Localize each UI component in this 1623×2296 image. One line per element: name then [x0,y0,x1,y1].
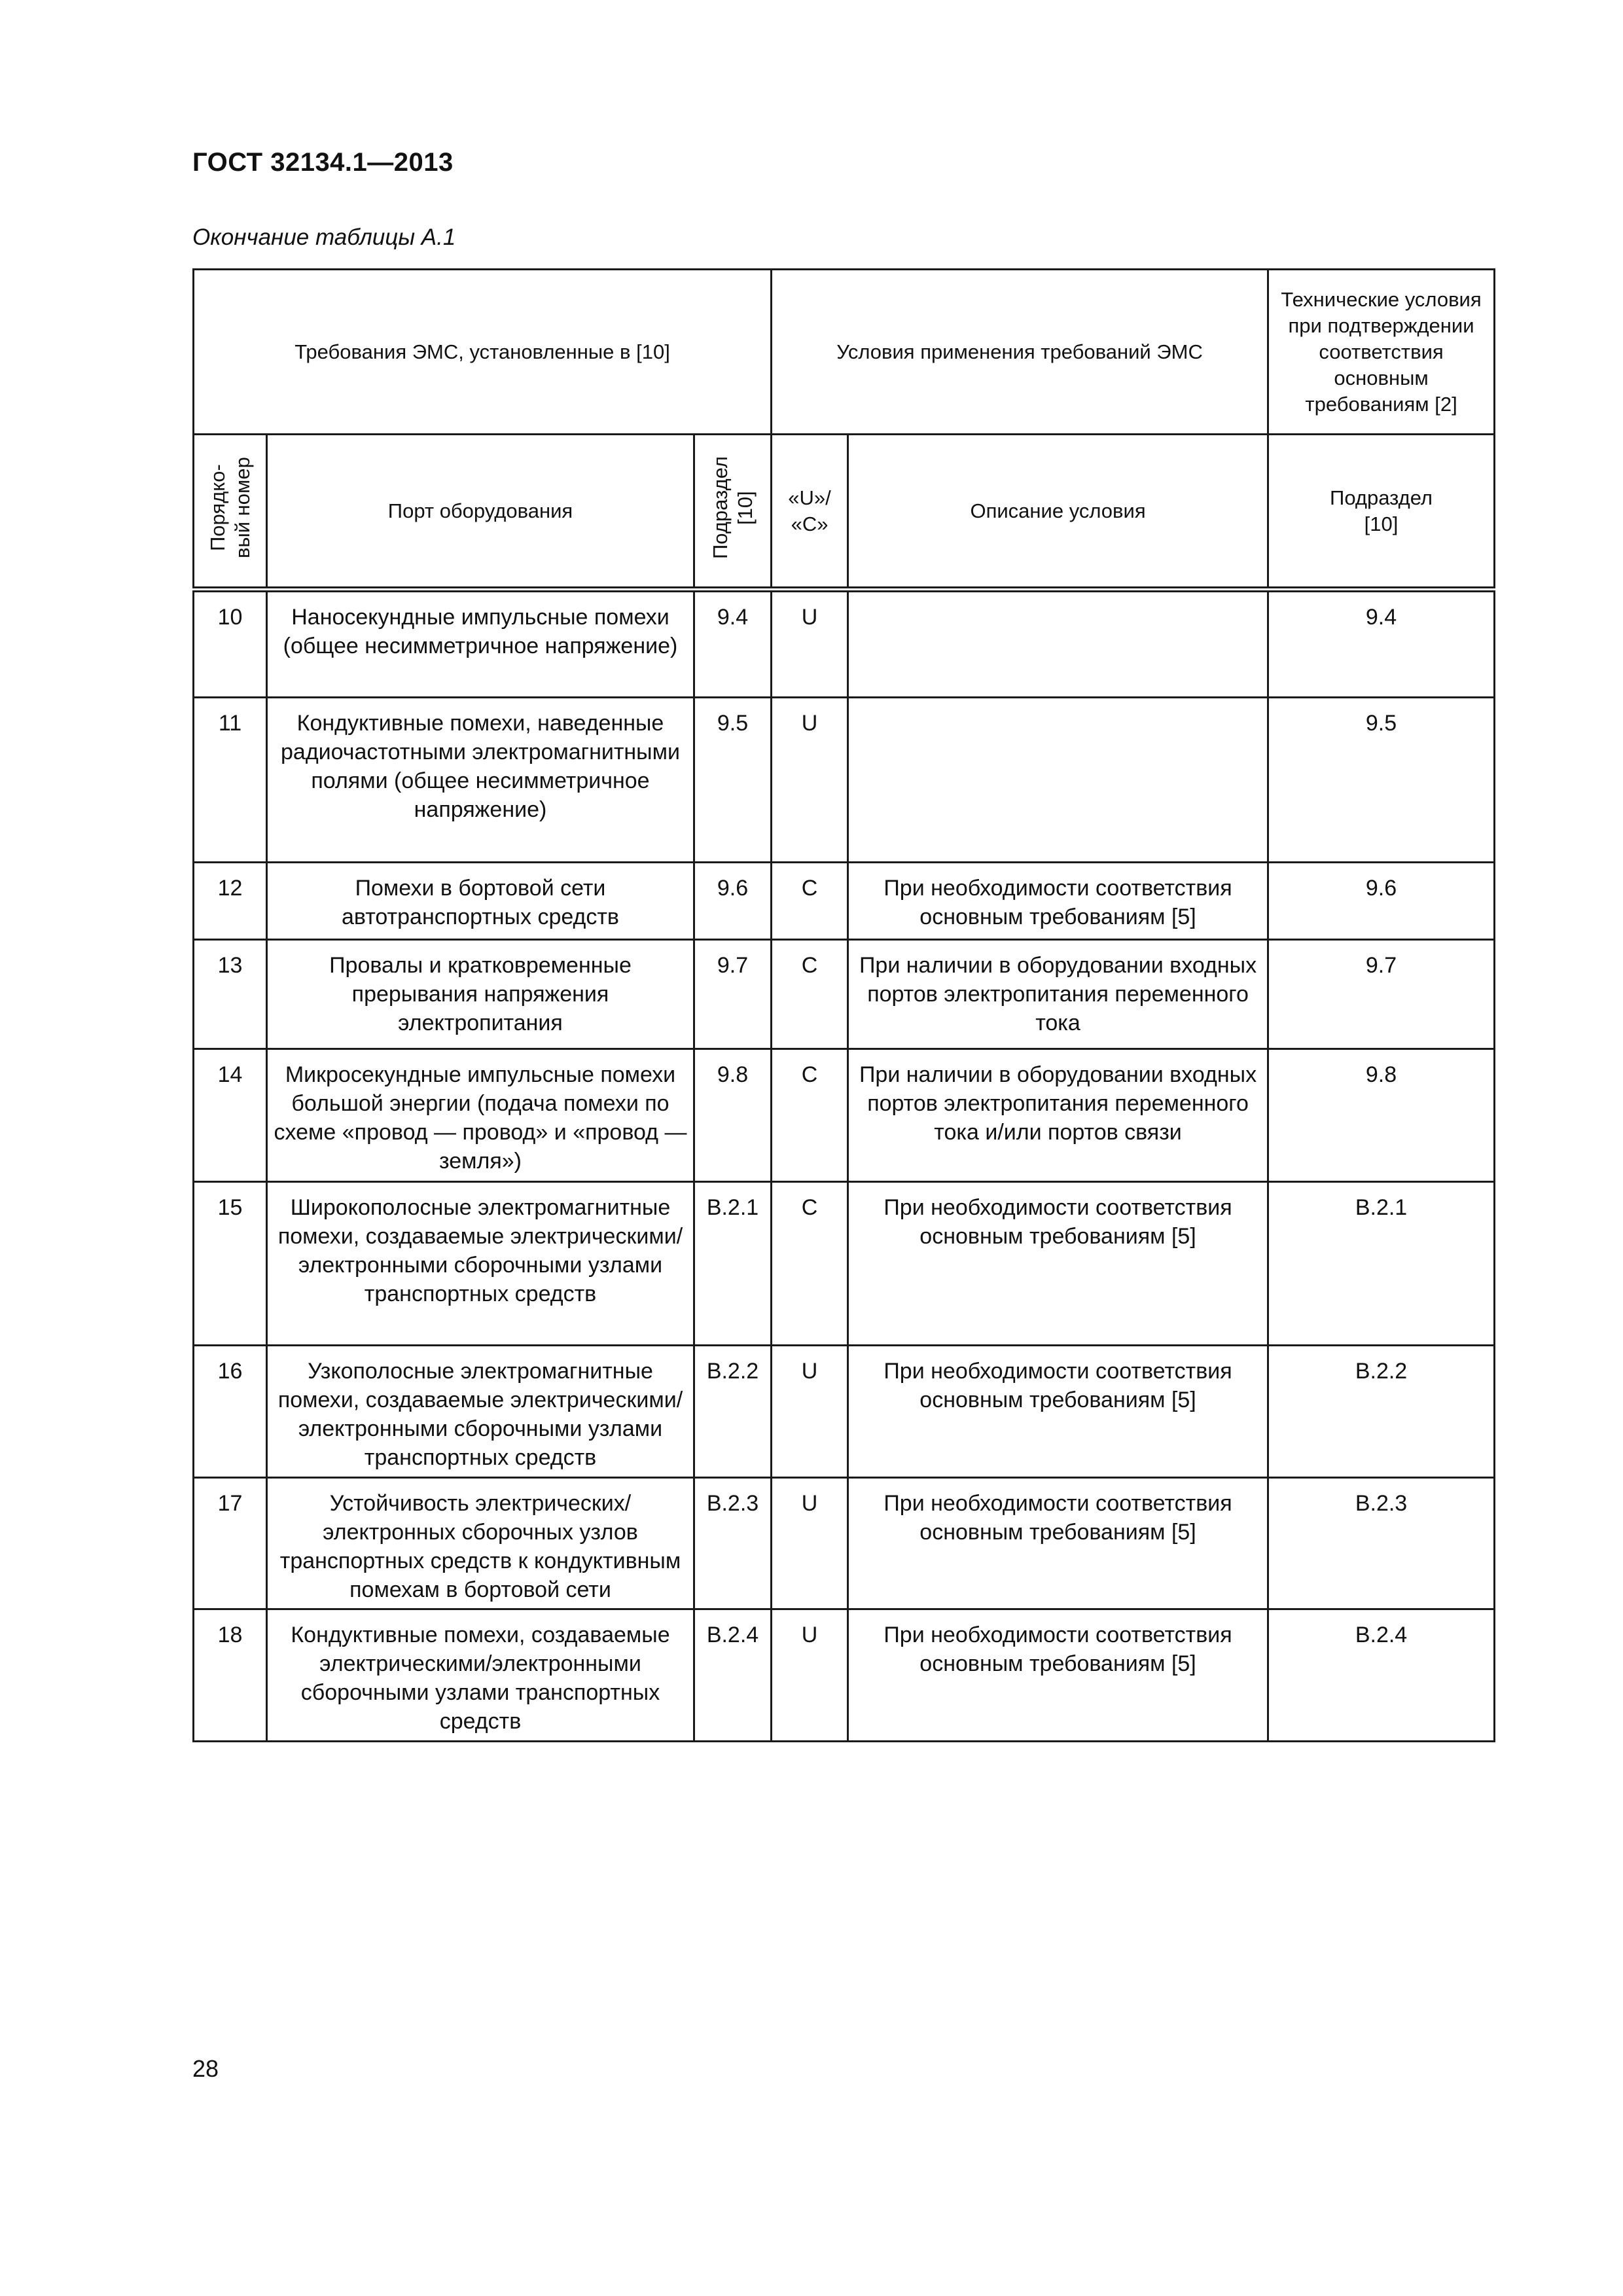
row-number: 15 [194,1182,267,1346]
row-number: 11 [194,698,267,863]
table-caption: Окончание таблицы А.1 [192,224,456,250]
row-number: 13 [194,940,267,1049]
row-number: 10 [194,590,267,698]
column-header-tech-subsection: Подраздел [10] [1268,435,1495,590]
table-row [194,590,1495,698]
subsection: В.2.2 [694,1346,772,1478]
table-row [194,1182,1495,1346]
column-header-condition: Описание условия [848,435,1268,590]
port-description: Микросекундные импульсные помехи большой энергии (подача помехи по схеме «провод — провод» и «провод — земля») [267,1049,694,1182]
page-number: 28 [192,2055,219,2082]
subsection: 9.7 [694,940,772,1049]
header-requirements: Требования ЭМС, установленные в [10] [194,270,772,435]
port-description: Широкополосные электромагнитные помехи, создаваемые электрическими/электронными сборочными узлами транспортных средств [267,1182,694,1346]
condition-description [848,590,1268,698]
port-description: Провалы и кратковременные прерывания напряжения электропитания [267,940,694,1049]
table-row [194,863,1495,940]
condition-description: При наличии в оборудовании входных портов электропитания переменного тока [848,940,1268,1049]
table-row [194,1049,1495,1182]
uc-flag: U [772,1478,848,1609]
tech-subsection: 9.7 [1268,940,1495,1049]
header-tech-conditions: Технические условия при подтверждении соответствия основным требованиям [2] [1268,270,1495,435]
tech-subsection: В.2.4 [1268,1609,1495,1742]
tech-subsection: 9.5 [1268,698,1495,863]
subsection: В.2.4 [694,1609,772,1742]
document-code: ГОСТ 32134.1—2013 [192,148,454,177]
row-number: 16 [194,1346,267,1478]
table-row [194,940,1495,1049]
subsection: 9.6 [694,863,772,940]
subsection: В.2.3 [694,1478,772,1609]
uc-flag: U [772,590,848,698]
table-row [194,698,1495,863]
column-header-number [194,435,267,590]
tech-subsection: 9.8 [1268,1049,1495,1182]
uc-flag: U [772,1609,848,1742]
column-header-uc: «U»/ «С» [772,435,848,590]
tech-subsection: В.2.2 [1268,1346,1495,1478]
row-number: 18 [194,1609,267,1742]
table-row [194,1346,1495,1478]
row-number: 17 [194,1478,267,1609]
column-header-number-text: Порядко-вый номер [205,457,254,558]
subsection: 9.8 [694,1049,772,1182]
condition-description: При наличии в оборудовании входных портов электропитания переменного тока и/или портов связи [848,1049,1268,1182]
uc-flag: U [772,1346,848,1478]
subsection: 9.4 [694,590,772,698]
requirements-table [192,268,1495,1742]
subsection: В.2.1 [694,1182,772,1346]
port-description: Кондуктивные помехи, создаваемые электрическими/электронными сборочными узлами транспортных средств [267,1609,694,1742]
tech-subsection: 9.4 [1268,590,1495,698]
condition-description [848,698,1268,863]
row-number: 12 [194,863,267,940]
condition-description: При необходимости соответствия основным требованиям [5] [848,1182,1268,1346]
subsection: 9.5 [694,698,772,863]
condition-description: При необходимости соответствия основным требованиям [5] [848,863,1268,940]
tech-subsection: В.2.3 [1268,1478,1495,1609]
row-number: 14 [194,1049,267,1182]
tech-subsection: 9.6 [1268,863,1495,940]
column-header-subsection-text: Подраздел [10] [708,456,757,559]
uc-flag: С [772,1049,848,1182]
uc-flag: С [772,863,848,940]
condition-description: При необходимости соответствия основным требованиям [5] [848,1346,1268,1478]
table-row [194,1609,1495,1742]
condition-description: При необходимости соответствия основным требованиям [5] [848,1478,1268,1609]
tech-subsection: В.2.1 [1268,1182,1495,1346]
port-description: Помехи в бортовой сети автотранспортных средств [267,863,694,940]
port-description: Устойчивость электрических/электронных сборочных узлов транспортных средств к кондуктивным помехам в бортовой сети [267,1478,694,1609]
uc-flag: С [772,1182,848,1346]
header-conditions: Условия применения требований ЭМС [772,270,1268,435]
uc-flag: U [772,698,848,863]
table-row [194,1478,1495,1609]
column-header-subsection [694,435,772,590]
condition-description: При необходимости соответствия основным требованиям [5] [848,1609,1268,1742]
port-description: Узкополосные электромагнитные помехи, создаваемые электрическими/электронными сборочными узлами транспортных средств [267,1346,694,1478]
column-header-port: Порт оборудования [267,435,694,590]
port-description: Наносекундные импульсные помехи (общее несимметричное напряжение) [267,590,694,698]
uc-flag: С [772,940,848,1049]
port-description: Кондуктивные помехи, наведенные радиочастотными электромагнитными полями (общее несимметричное напряжение) [267,698,694,863]
